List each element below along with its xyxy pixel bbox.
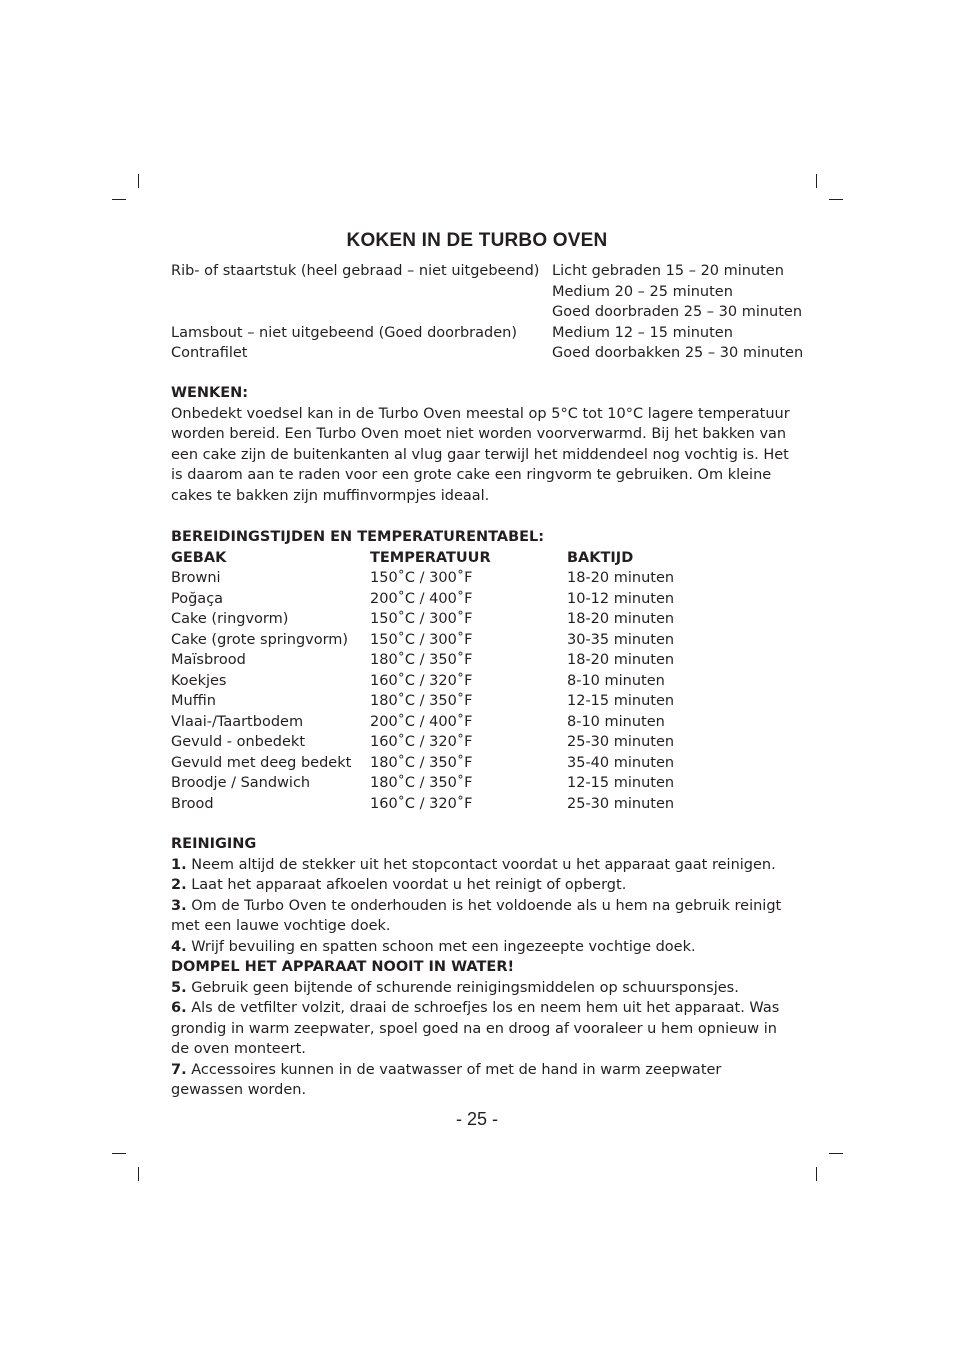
page-title: KOKEN IN DE TURBO OVEN [346,230,608,251]
time-cell: 12-15 minuten [567,693,675,709]
temperature-cell: 200˚C / 400˚F [370,713,473,730]
table-row [171,794,674,815]
temperature-cell: 180˚C / 350˚F [370,775,473,791]
roast-cut [171,302,539,323]
item-text: Neem altijd de stekker uit het stopcontact voordat u het apparaat gaat reinigen. [191,856,776,873]
column-header: BAKTIJD [567,549,634,566]
item-number: 1. [171,856,187,873]
cleaning-heading: REINIGING [171,836,257,852]
table-row [171,630,674,651]
cleaning-item [171,937,791,958]
time-cell: 12-15 minuten [567,775,675,791]
temperature-cell: 160˚C / 320˚F [370,734,473,750]
roast-cut [171,282,539,303]
temperature-cell: 150˚C / 300˚F [370,570,473,586]
item-text: Om de Turbo Oven te onderhouden is het voldoende als u hem na gebruik reinigt met een lauwe vochtige doek. [171,897,782,934]
cleaning-list [171,978,791,1101]
roast-time: Medium 12 – 15 minuten [552,324,733,341]
time-cell: 18-20 minuten [567,652,675,668]
crop-mark [138,1167,139,1181]
temperature-cell: 200˚C / 400˚F [370,590,473,607]
time-cell: 35-40 minuten [567,754,675,771]
crop-mark [112,199,126,200]
crop-mark [112,1153,126,1154]
column-header: TEMPERATUUR [370,549,491,566]
baking-table [171,527,674,814]
pastry-cell: Gevuld - onbedekt [171,734,306,750]
cleaning-item [171,1060,791,1101]
roast-time: Goed doorbakken 25 – 30 minuten [552,345,804,361]
pastry-cell: Broodje / Sandwich [171,775,311,791]
table-row [171,773,674,794]
table-row [171,691,674,712]
page-number: - 25 - [455,1109,498,1129]
item-number: 4. [171,938,187,955]
time-cell: 10-12 minuten [567,590,675,607]
table-row [171,650,674,671]
roast-cut: Contrafilet [171,345,248,361]
temperature-cell: 180˚C / 350˚F [370,652,473,668]
table-row [171,732,674,753]
table-row [171,671,674,692]
pastry-cell: Cake (ringvorm) [171,611,289,627]
time-cell: 30-35 minuten [567,631,675,648]
time-cell: 8-10 minuten [567,672,665,689]
item-number: 6. [171,1000,187,1016]
time-cell: 25-30 minuten [567,734,675,750]
item-text: Gebruik geen bijtende of schurende reinigingsmiddelen op schuursponsjes. [191,979,739,996]
item-number: 3. [171,897,187,914]
crop-mark [829,1153,843,1154]
pastry-cell: Maïsbrood [171,652,246,668]
table-header-row [171,548,674,569]
roast-times [552,261,803,364]
roast-cut: Lamsbout – niet uitgebeend (Goed doorbraden) [171,324,518,341]
item-number: 7. [171,1061,187,1078]
time-cell: 25-30 minuten [567,795,675,812]
column-header: GEBAK [171,549,227,566]
pastry-cell: Gevuld met deeg bedekt [171,754,352,771]
table-row [171,609,674,630]
crop-mark [816,174,817,188]
table-row [171,712,674,733]
pastry-cell: Vlaai-/Taartbodem [171,713,304,730]
item-text: Laat het apparaat afkoelen voordat u het reinigt of opbergt. [191,877,627,893]
tips-section [171,383,791,506]
tips-heading: WENKEN: [171,385,249,401]
water-warning: DOMPEL HET APPARAAT NOOIT IN WATER! [171,959,515,975]
crop-mark [816,1167,817,1181]
time-cell: 18-20 minuten [567,570,675,586]
pastry-cell: Browni [171,570,221,586]
crop-mark [138,174,139,188]
pastry-cell: Muffin [171,693,216,709]
roast-cut: Rib- of staartstuk (heel gebraad – niet uitgebeend) [171,263,540,279]
table-row [171,753,674,774]
pastry-cell: Poğaça [171,590,224,607]
roast-time: Goed doorbraden 25 – 30 minuten [552,304,803,320]
roast-cuts [171,261,539,364]
temperature-cell: 150˚C / 300˚F [370,631,473,648]
cleaning-list [171,855,791,958]
cleaning-item [171,896,791,937]
cleaning-item [171,978,791,999]
pastry-cell: Koekjes [171,672,227,689]
temperature-cell: 180˚C / 350˚F [370,693,473,709]
item-text: Wrijf bevuiling en spatten schoon met een ingezeepte vochtige doek. [191,938,696,955]
baking-table-heading: BEREIDINGSTIJDEN EN TEMPERATURENTABEL: [171,529,545,545]
item-text: Accessoires kunnen in de vaatwasser of met de hand in warm zeepwater gewassen worden. [171,1061,722,1098]
table-body [171,568,674,814]
pastry-cell: Brood [171,795,214,812]
temperature-cell: 160˚C / 320˚F [370,672,473,689]
roast-time: Medium 20 – 25 minuten [552,283,733,300]
item-number: 2. [171,877,187,893]
cleaning-item [171,875,791,896]
time-cell: 18-20 minuten [567,611,675,627]
tips-text: Onbedekt voedsel kan in de Turbo Oven meestal op 5°C tot 10°C lagere temperatuur worden bereid. Een Turbo Oven moet niet worden voorverwarmd. Bij het bakken van een cake zijn de buitenkanten al vlug gaar terwijl het middendeel nog vochtig is. Het is daarom aan te raden voor een grote cake een ringvorm te gebruiken. Om kleine cakes te bakken zijn muffinvormpjes ideaal. [171,405,790,504]
cleaning-section [171,834,791,1101]
item-text: Als de vetfilter volzit, draai de schroefjes los en neem hem uit het apparaat. Was grondig in warm zeepwater, spoel goed na en droog af vooraleer u hem opnieuw in de oven monteert. [171,1000,780,1057]
time-cell: 8-10 minuten [567,713,665,730]
cleaning-item [171,855,791,876]
table-row [171,589,674,610]
cleaning-item [171,998,791,1060]
pastry-cell: Cake (grote springvorm) [171,631,349,648]
roast-time: Licht gebraden 15 – 20 minuten [552,263,784,279]
item-number: 5. [171,979,187,996]
temperature-cell: 160˚C / 320˚F [370,795,473,812]
table-row [171,568,674,589]
temperature-cell: 150˚C / 300˚F [370,611,473,627]
crop-mark [829,199,843,200]
temperature-cell: 180˚C / 350˚F [370,754,473,771]
